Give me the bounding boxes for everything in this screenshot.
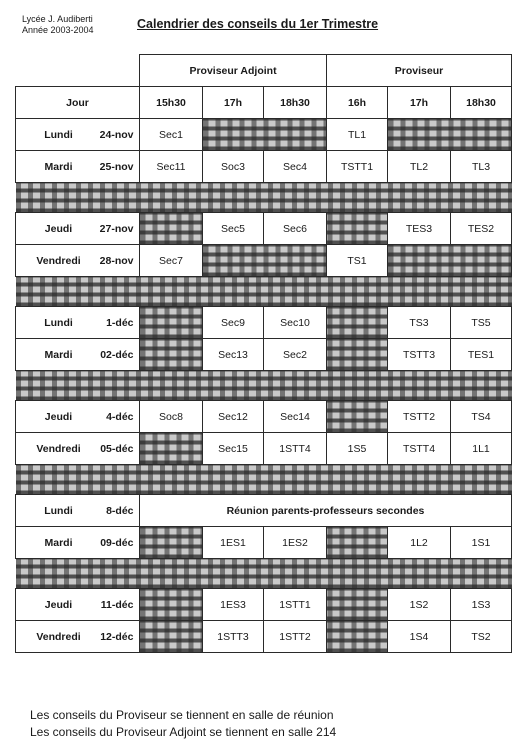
separator-band (16, 277, 512, 307)
page-title: Calendrier des conseils du 1er Trimestre (137, 17, 379, 31)
column-header-day: Jour (16, 87, 140, 119)
table-row (16, 339, 512, 371)
table-row (16, 151, 512, 183)
day-cell (16, 621, 140, 653)
unavailable-cell (140, 589, 203, 621)
schedule-cell: Sec12 (203, 401, 264, 433)
group-header-proviseur: Proviseur (327, 55, 512, 87)
schedule-cell: TSTT1 (327, 151, 388, 183)
separator-band (16, 183, 512, 213)
day-cell (16, 589, 140, 621)
schedule-cell: TSTT2 (388, 401, 451, 433)
schedule-cell: TS4 (451, 401, 512, 433)
schedule-cell: 1S5 (327, 433, 388, 465)
schedule-cell: TS5 (451, 307, 512, 339)
schedule-cell: 1ES3 (203, 589, 264, 621)
footer-note: Les conseils du Proviseur Adjoint se tiennent en salle 214 (30, 725, 337, 739)
unavailable-cell (140, 433, 203, 465)
day-name: Jeudi (44, 410, 73, 423)
schedule-cell: Sec5 (203, 213, 264, 245)
schedule-cell: 1S3 (451, 589, 512, 621)
week-separator (16, 371, 512, 401)
schedule-cell: 1STT2 (264, 621, 327, 653)
day-date: 11-déc (100, 598, 134, 611)
unavailable-cell (140, 307, 203, 339)
table-row (16, 401, 512, 433)
day-name: Jeudi (44, 222, 73, 235)
unavailable-cell (388, 119, 512, 151)
schedule-cell: Soc8 (140, 401, 203, 433)
column-header-time: 17h (388, 87, 451, 119)
schedule-cell: 1L1 (451, 433, 512, 465)
week-separator (16, 465, 512, 495)
column-header-time: 15h30 (140, 87, 203, 119)
table-row (16, 495, 512, 527)
schedule-cell: 1ES2 (264, 527, 327, 559)
day-name: Mardi (44, 536, 73, 549)
school-year: Année 2003-2004 (22, 25, 94, 35)
schedule-cell: Sec14 (264, 401, 327, 433)
separator-band (16, 465, 512, 495)
group-header-adjoint: Proviseur Adjoint (140, 55, 327, 87)
day-date: 02-déc (100, 348, 134, 361)
day-date: 4-déc (106, 410, 134, 423)
separator-band (16, 559, 512, 589)
unavailable-cell (327, 401, 388, 433)
schedule-cell: Sec2 (264, 339, 327, 371)
schedule-cell: TSTT4 (388, 433, 451, 465)
schedule-cell: 1S1 (451, 527, 512, 559)
week-separator (16, 183, 512, 213)
group-header-row (16, 55, 512, 87)
schedule-cell: TSTT3 (388, 339, 451, 371)
day-name: Vendredi (36, 442, 81, 455)
unavailable-cell (327, 339, 388, 371)
schedule-cell: 1S2 (388, 589, 451, 621)
table-row (16, 589, 512, 621)
schedule-cell: TS1 (327, 245, 388, 277)
unavailable-cell (140, 527, 203, 559)
week-separator (16, 277, 512, 307)
day-name: Mardi (44, 160, 73, 173)
schedule-cell: TL2 (388, 151, 451, 183)
footer-notes (30, 707, 336, 741)
unavailable-cell (327, 527, 388, 559)
day-cell (16, 245, 140, 277)
day-cell (16, 307, 140, 339)
schedule-cell: TL1 (327, 119, 388, 151)
day-date: 8-déc (106, 504, 134, 517)
unavailable-cell (140, 339, 203, 371)
day-name: Mardi (44, 348, 73, 361)
day-date: 28-nov (99, 254, 134, 267)
schedule-cell: TES1 (451, 339, 512, 371)
school-header (22, 14, 94, 36)
day-date: 05-déc (100, 442, 134, 455)
schedule-cell: TS3 (388, 307, 451, 339)
day-name: Lundi (44, 504, 73, 517)
school-name: Lycée J. Audiberti (22, 14, 93, 24)
unavailable-cell (203, 119, 327, 151)
day-date: 12-déc (100, 630, 134, 643)
footer-note: Les conseils du Proviseur se tiennent en salle de réunion (30, 708, 334, 722)
schedule-cell: 1STT4 (264, 433, 327, 465)
schedule-cell: Soc3 (203, 151, 264, 183)
unavailable-cell (327, 621, 388, 653)
day-name: Lundi (44, 128, 73, 141)
day-date: 27-nov (99, 222, 134, 235)
column-header-time: 18h30 (264, 87, 327, 119)
schedule-cell: 1L2 (388, 527, 451, 559)
schedule-cell: Sec11 (140, 151, 203, 183)
schedule-cell: Sec15 (203, 433, 264, 465)
meeting-banner: Réunion parents-professeurs secondes (140, 495, 512, 527)
unavailable-cell (327, 589, 388, 621)
column-header-time: 16h (327, 87, 388, 119)
schedule-cell: Sec10 (264, 307, 327, 339)
column-header-time: 17h (203, 87, 264, 119)
day-date: 24-nov (99, 128, 134, 141)
day-name: Vendredi (36, 630, 81, 643)
day-cell (16, 495, 140, 527)
column-header-time: 18h30 (451, 87, 512, 119)
schedule-cell: TL3 (451, 151, 512, 183)
schedule-cell: Sec7 (140, 245, 203, 277)
day-name: Vendredi (36, 254, 81, 267)
column-header-row (16, 87, 512, 119)
schedule-cell: 1STT1 (264, 589, 327, 621)
table-row (16, 433, 512, 465)
schedule-cell: TES2 (451, 213, 512, 245)
day-name: Lundi (44, 316, 73, 329)
day-cell (16, 433, 140, 465)
week-separator (16, 559, 512, 589)
table-row (16, 119, 512, 151)
day-cell (16, 339, 140, 371)
unavailable-cell (140, 621, 203, 653)
schedule-cell: TS2 (451, 621, 512, 653)
table-row (16, 307, 512, 339)
schedule-cell: 1STT3 (203, 621, 264, 653)
schedule-table (15, 54, 512, 653)
unavailable-cell (388, 245, 512, 277)
table-row (16, 213, 512, 245)
day-cell (16, 213, 140, 245)
corner-cell (16, 55, 140, 87)
day-date: 1-déc (106, 316, 134, 329)
schedule-cell: Sec6 (264, 213, 327, 245)
schedule-cell: Sec9 (203, 307, 264, 339)
separator-band (16, 371, 512, 401)
day-cell (16, 401, 140, 433)
schedule-cell: 1ES1 (203, 527, 264, 559)
day-date: 25-nov (99, 160, 134, 173)
unavailable-cell (140, 213, 203, 245)
day-cell (16, 119, 140, 151)
unavailable-cell (203, 245, 327, 277)
schedule-cell: Sec4 (264, 151, 327, 183)
table-row (16, 621, 512, 653)
schedule-cell: Sec1 (140, 119, 203, 151)
schedule-cell: 1S4 (388, 621, 451, 653)
schedule-cell: TES3 (388, 213, 451, 245)
schedule-cell: Sec13 (203, 339, 264, 371)
day-cell (16, 527, 140, 559)
unavailable-cell (327, 307, 388, 339)
day-cell (16, 151, 140, 183)
day-name: Jeudi (44, 598, 73, 611)
day-date: 09-déc (100, 536, 134, 549)
table-row (16, 245, 512, 277)
table-row (16, 527, 512, 559)
unavailable-cell (327, 213, 388, 245)
